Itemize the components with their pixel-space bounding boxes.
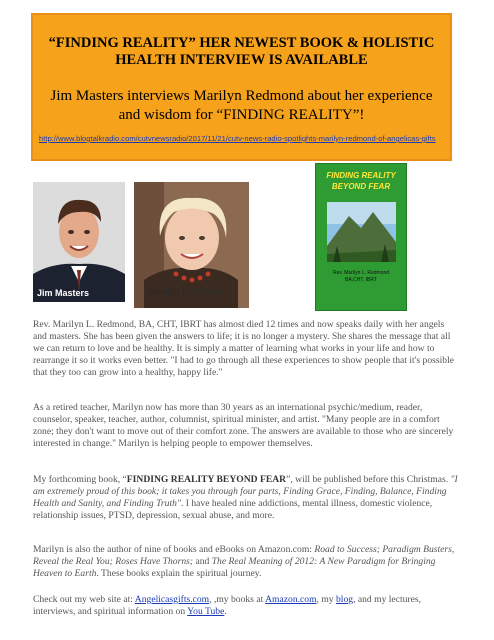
- book-author-name: Rev. Marilyn L. Redmond: [332, 270, 390, 276]
- books-paragraph: [33, 544, 458, 580]
- text-span: My forthcoming book, “: [33, 474, 127, 485]
- book-titles: Road to Success; Paradigm Busters, Reveal the Real You; Roses Have Thorns;: [33, 544, 455, 567]
- jim-masters-photo: [33, 182, 125, 302]
- interview-link[interactable]: http://www.blogtalkradio.com/cutvnewsradio/2017/11/21/cutv-news-radio-spotlights-marilyn-redmond-of-angelicas-gifts: [39, 134, 436, 143]
- jim-masters-caption: Jim Masters: [37, 288, 90, 298]
- amazon-link[interactable]: Amazon.com: [265, 594, 317, 605]
- blog-link[interactable]: blog: [336, 594, 354, 605]
- mountain-landscape-icon: [327, 202, 396, 262]
- youtube-link[interactable]: You Tube: [187, 606, 225, 617]
- text-span: , and my lectures, interviews, and spiritual information on: [33, 594, 421, 617]
- book-author-credentials: BA,CHT, IBRT: [345, 277, 377, 283]
- book-cover: [315, 163, 407, 311]
- marilyn-redmond-caption: Marilyn Redmond: [149, 286, 224, 297]
- announcement-banner: [31, 13, 452, 161]
- text-span: ”, will be published before this Christmas.: [286, 474, 451, 485]
- text-span: Check out my web site at:: [33, 594, 135, 605]
- text-span: , my: [316, 594, 336, 605]
- book-title: FINDING REALITY BEYOND FEAR: [326, 171, 396, 191]
- banner-title: “FINDING REALITY” HER NEWEST BOOK & HOLISTIC HEALTH INTERVIEW IS AVAILABLE: [48, 35, 435, 68]
- book-title-2012: The Real Meaning of 2012: A New Paradigm for Bringing Heaven to Earth: [33, 556, 436, 579]
- teacher-paragraph: As a retired teacher, Marilyn now has more than 30 years as an international psychic/medium, reader, counselor, speaker, teacher, author, columnist, spiritual minister, and artist. "Many people are in a comfort zone; they don't want to move out of their comfort zone. The answers are available to those who are sincerely interested in change." Marilyn is helping people to empower themselves.: [33, 402, 454, 449]
- website-link[interactable]: Angelicasgifts.com: [134, 594, 210, 605]
- marilyn-redmond-photo: [134, 182, 249, 308]
- book-paragraph: [33, 474, 458, 522]
- text-span: .: [224, 606, 227, 617]
- links-paragraph: [33, 594, 458, 618]
- book-quote: "I am extremely proud of this book; it takes you through four parts, Finding Grace, Finding, Balance, Finding Health and Sanity, and Finding Truth": [33, 474, 458, 509]
- bio-paragraph: Rev. Marilyn L. Redmond, BA, CHT, IBRT has almost died 12 times and now speaks daily with her angels and masters. She has been given the answers to life; it is no longer a mystery. She shares the message that all we can return to love and be healthy. It is simply a matter of learning what works in your life and how to rearrange it so it works even better. "I had to go through all these experiences to show people that it's possible that they too can grow into a healthy, happy life.": [33, 319, 454, 378]
- text-span: and: [193, 556, 212, 567]
- banner-subtitle: Jim Masters interviews Marilyn Redmond about her experience and wisdom for “FINDING REALITY”!: [50, 88, 433, 123]
- book-author: [316, 270, 406, 284]
- jim-masters-portrait-icon: [33, 182, 125, 302]
- text-span: . I have healed nine addictions, mental illness, domestic violence, relationship issues, PTSD, depression, sexual abuse, and more.: [33, 498, 433, 521]
- text-span: Marilyn is also the author of nine of books and eBooks on Amazon.com:: [33, 544, 315, 555]
- text-span: , ,my books at: [209, 594, 266, 605]
- text-span: . These books explain the spiritual journey.: [96, 568, 262, 579]
- book-title-bold: FINDING REALITY BEYOND FEAR: [126, 474, 287, 485]
